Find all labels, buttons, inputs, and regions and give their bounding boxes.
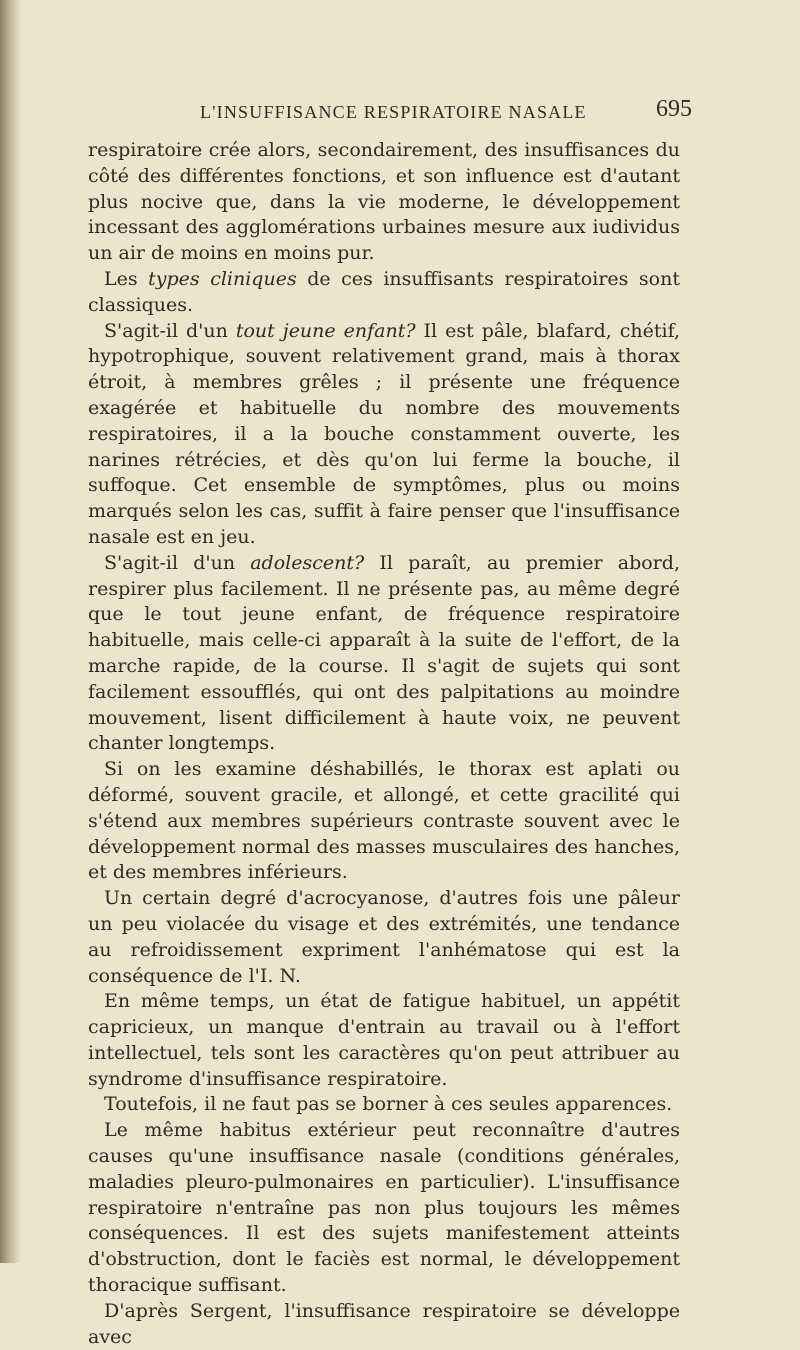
text-run: Toutefois, il ne faut pas se borner à ces seules apparences.	[104, 1093, 673, 1116]
page-number: 695	[656, 96, 692, 122]
paragraph	[88, 267, 680, 319]
body-text	[88, 138, 680, 1350]
text-run: de ces insuffisants respiratoires sont classiques.	[88, 267, 680, 316]
paragraph	[88, 551, 680, 757]
text-run: Il paraît, au premier abord, respirer plus facilement. Il ne présente pas, au même degré que le tout jeune enfant, de fréquence respiratoire habituelle, mais celle-ci apparaît à la suite de l'effort, de la marche rapide, de la course. Il s'agit de sujets qui sont facilement essoufflés, qui ont des palpitations au moindre mouvement, lisent difficilement à haute voix, ne peuvent chanter longtemps.	[88, 551, 680, 755]
paragraph	[88, 138, 680, 267]
italic-text: tout jeune enfant?	[235, 319, 416, 342]
paragraph	[88, 1118, 680, 1299]
text-run: respiratoire crée alors, secondairement, des insuffisances du côté des différentes fonctions, et son influence est d'autant plus nocive que, dans la vie moderne, le développement incessant des agglomérations urbaines mesure aux iudividus un air de moins en moins pur.	[88, 139, 680, 265]
text-run: D'après Sergent, l'insuffisance respiratoire se développe avec	[88, 1299, 680, 1348]
text-run: Les	[104, 267, 149, 290]
page-header	[88, 96, 696, 130]
text-run: Le même habitus extérieur peut reconnaître d'autres causes qu'une insuffisance nasale (conditions générales, maladies pleuro-pulmonaires en particulier). L'insuffisance respiratoire n'entraîne pas non plus toujours les mêmes conséquences. Il est des sujets manifestement atteints d'obstruction, dont le faciès est normal, le développement thoracique suffisant.	[88, 1119, 680, 1297]
text-run: S'agit-il d'un	[104, 551, 251, 574]
paragraph	[88, 989, 680, 1092]
text-run: Si on les examine déshabillés, le thorax est aplati ou déformé, souvent gracile, et allongé, et cette gracilité qui s'étend aux membres supérieurs contraste souvent avec le développement normal des masses musculaires des hanches, et des membres inférieurs.	[88, 758, 680, 884]
paragraph	[88, 1299, 680, 1350]
running-title: L'INSUFFISANCE RESPIRATOIRE NASALE	[200, 102, 587, 122]
paragraph	[88, 886, 680, 989]
paragraph	[88, 319, 680, 551]
paragraph	[88, 757, 680, 886]
italic-text: adolescent?	[250, 551, 365, 574]
text-run: Il est pâle, blafard, chétif, hypotrophique, souvent relativement grand, mais à thorax étroit, à membres grêles ; il présente une fréquence exagérée et habituelle du nombre des mouvements respiratoires, il a la bouche constamment ouverte, les narines rétrécies, et dès qu'on lui ferme la bouche, il suffoque. Cet ensemble de symptômes, plus ou moins marqués selon les cas, suffit à faire penser que l'insuffisance nasale est en jeu.	[88, 319, 681, 548]
text-run: S'agit-il d'un	[104, 319, 236, 342]
text-run: En même temps, un état de fatigue habituel, un appétit capricieux, un manque d'entrain au travail ou à l'effort intellectuel, tels sont les caractères qu'on peut attribuer au syndrome d'insuffisance respiratoire.	[88, 990, 680, 1090]
paragraph	[88, 1092, 680, 1118]
italic-text: types cliniques	[148, 267, 297, 290]
text-run: Un certain degré d'acrocyanose, d'autres fois une pâleur un peu violacée du visage et des extrémités, une tendance au refroidissement expriment l'anhématose qui est la conséquence de l'I. N.	[88, 887, 680, 987]
page-binding-edge	[0, 0, 22, 1263]
